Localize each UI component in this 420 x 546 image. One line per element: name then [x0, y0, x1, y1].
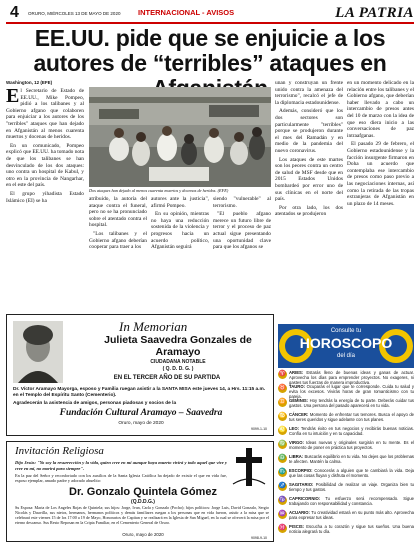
banner-top-text: Consulte tu: [330, 328, 362, 334]
article-headline: EE.UU. pide que se enjuicie a los autores de “terribles” ataques en: [33, 25, 387, 76]
horoscope-libra: ♎ LIBRA: Buscarás equilibrio en tu vida. No dejes que los problemas te afecten. Mantén la calma.: [278, 454, 414, 464]
article-photo: [89, 87, 271, 187]
religious-invitation-notice: [6, 441, 274, 542]
article-column-2: [89, 196, 147, 306]
aquarius-icon: ♒: [278, 511, 287, 517]
horoscope-scorpio: ♏ ESCORPIO: Conocerás a alguien que te cambiará la vida. Deja que las cosas fluyan y disfruta el momento.: [278, 468, 414, 478]
article-paragraph: Los ataques de este martes son los peores contra un centro de salud de MSF desde que en 2015 Estados Unidos bombardeó por error uno de sus clínicas en el norte del país.: [275, 156, 343, 203]
article-paragraph: En su opinión, mientras no haya una reducción sostenida de la violencia y progresos hacia un acuerdo político, Afganistán seguirá: [151, 211, 209, 251]
portrait-image: [13, 321, 63, 383]
article-paragraph: "Los talibanes y el Gobierno afgano deberían cooperar para traer a los: [89, 230, 147, 251]
invitation-ad-code: 9098-9-10: [251, 536, 267, 540]
memoriam-title: In Memorian: [119, 319, 188, 334]
horoscope-cancer: ♋ CÁNCER: Momento de enfrentar tus temores. Busca el apoyo de tus seres queridos y sigue adelante con tus planes.: [278, 412, 414, 422]
horoscope-pisces: ♓ PISCIS: Escucha a tu corazón y sigue tus sueños. Una buena noticia alegrará tu día.: [278, 524, 414, 534]
article-paragraph: El pasado 29 de febrero, el Gobierno estadounidense y la facción insurgente firmaron en Doha un acuerdo que contemplaba ese intercambio de presos como paso previo a las negociaciones internas, así como la retirada de las tropas extranjeras de Afganistán en un plazo de 14 meses.: [347, 141, 414, 207]
section-title: INTERNACIONAL - AVISOS: [138, 8, 235, 17]
article-column-1: [6, 88, 84, 306]
article-paragraph: siendo "vulnerable" al terrorismo.: [213, 196, 271, 209]
memoriam-rip: ( Q. D. D. G. ): [162, 366, 194, 372]
invitation-intro: En la paz del Señor y reconfortado con los auxilios de la Santa Iglesia Católica ha dejado de existir el que en vida fue, esposo ejemplar, amado padre y adorado abuelito:: [15, 473, 227, 484]
horoscope-leo: ♌ LEO: Tendrás éxito en tus negocios y recibirás buenas noticias. Confía en tu intuición y en tu capacidad.: [278, 426, 415, 436]
memoriam-body: Dr. Víctor Aramayo Mayorga, esposo y Familia ruegan asistir a la SANTA MISA este jueves 14, a Hrs. 11:15 a.m. en el Templo del Espíritu Santo (Cementerio).: [13, 387, 266, 398]
invitation-body: Su Esposa: Maria de Los Angeles Rojas de Quintela; sus hijos: Jorge, Ivan, Carla y Gonzalo (Pocho); hijos políticos: Jorge Luis, David Gonzalo, Sergio Nicolás y Dauvilla, sus nietos, hermanos, hermanos políticos y demás familiares ruegan a los personas que en vida fueron, asistir a la misa que se celebrará este viernes 15 de los 17:00 a 19 de Mayo, Honorarios de Capitan y se realizará en la Iglesia de San Miguel, en la cual se ofrecerá la misa por el eterno descanso. Sus Resto Reposan en la Cripta Familiar, en el Cementerio General de Oruro.: [15, 505, 269, 525]
horoscope-aquarius: ♒ ACUARIO: Tu creatividad estará en su punto más alto. Aprovecha para expresar tus ideas.: [278, 510, 414, 520]
article-paragraph: unan y construyan un frente unido contra la amenaza del terrorismo", recalcó el jefe de la diplomacia estadounidense.: [275, 80, 343, 106]
horoscope-virgo: ♍ VIRGO: Ideas nuevas y originales surgirán en tu mente. Es el momento de poner en práctica tus proyectos.: [278, 440, 414, 450]
deceased-name: Dr. Gonzalo Quintela Gómez: [69, 486, 217, 498]
horoscope-gemini: ♊ GÉMINIS: Hoy tendrás la energía de tu parte. Deberás cuidar tus gastos. Una persona del pasado aparecerá en tu vida.: [278, 398, 414, 408]
horoscope-aries: ♈ ARIES: Estarás lleno de buenas ideas y ganas de actuar. Aprovecha los días para emprender proyectos. No exageres, ni gastes tus fuerzas de manera improductiva.: [278, 370, 414, 385]
deceased-name: Julieta Saavedra Gonzales de Aramayo: [104, 334, 252, 358]
article-column-4: [213, 196, 271, 306]
virgo-icon: ♍: [278, 441, 287, 447]
horoscope-capricorn: ♑ CAPRICORNIO: Tu esfuerzo será recompensado. Sigue trabajando con responsabilidad y constancia.: [278, 496, 414, 506]
article-paragraph: atribuido, la autoría del ataque contra el funeral, pero no se ha pronunciado sobre el atentado contra el hospital.: [89, 196, 147, 229]
cross-icon: [231, 446, 267, 488]
horoscope-banner: [278, 324, 414, 368]
foundation-name: Fundación Cultural Aramayo – Saavedra: [59, 408, 223, 418]
aries-icon: ♈: [278, 371, 287, 377]
article-column-3: [151, 196, 209, 306]
article-paragraph: "El pueblo afgano merece un futuro libre de terror y el proceso de paz actual sigue presentando una oportunidad clave para que los afganos se: [213, 211, 271, 251]
memoriam-ad-code: 9099-1-10: [251, 427, 267, 431]
memoriam-place-date: Oruro, mayo de 2020: [118, 421, 164, 426]
in-memoriam-notice: [6, 314, 274, 436]
header-rule: [6, 22, 414, 24]
cancer-icon: ♋: [278, 413, 287, 419]
invitation-quote: Dijo Jesús: "Yo soy la resurrección y la vida, quien cree en mí aunque haya muerto vivirá y todo aquel que vive y cree en mí, no morirá para siempre".: [15, 460, 227, 471]
pisces-icon: ♓: [278, 525, 287, 531]
scorpio-icon: ♏: [278, 469, 287, 475]
article-paragraph: Además, consideró que los dos sectores son particularmente "terribles" porque se produjeron durante el mes del Ramadán y en medio de la pandemia del nuevo coronavirus.: [275, 108, 343, 154]
funeral-scene-image: [89, 87, 271, 187]
article-column-6: [347, 80, 414, 320]
horoscope-taurus: ♉ TAURO: Ocuparás el lugar que te corresponde. Cuida tu salud y evita los excesos. Vivirás horas de gran romanticismo con tu pareja.: [278, 384, 414, 399]
page-number: 4: [10, 4, 19, 21]
banner-sub-text: del día: [336, 353, 355, 359]
capricorn-icon: ♑: [278, 497, 287, 503]
article-paragraph: Por otra lado, los dos atentados se produjeron: [275, 204, 343, 218]
memoriam-thanks: Agradecerán la asistencia de amigos, personas piadosas y socios de la: [13, 401, 177, 406]
memoriam-subtitle: CIUDADANA NOTABLE: [150, 359, 206, 365]
sagittarius-icon: ♐: [278, 483, 287, 489]
memoriam-event: EN EL TERCER AÑO DE SU PARTIDA: [113, 375, 221, 381]
article-paragraph: El grupo yihadista Estado Islámico (EI) se ha: [6, 190, 84, 204]
horoscope-sagittarius: ♐ SAGITARIO: Posibilidad de realizar un viaje. Organiza bien tu tiempo y tus gastos.: [278, 482, 414, 492]
libra-icon: ♎: [278, 455, 287, 461]
article-paragraph: en un momento delicado en la relación entre los talibanes y el Gobierno afgano, que deberían haber llevado a cabo un intercambio de presos antes del 10 de marzo con la idea de que eso diera inicio a las conversaciones de paz intraafganas.: [347, 80, 414, 139]
article-paragraph: autores ante la justicia", afirmó Pompeo.: [151, 196, 209, 209]
article-dateline: Washington, 12 (EFE): [6, 80, 53, 85]
invitation-title: Invitación Religiosa: [15, 445, 104, 457]
gemini-icon: ♊: [278, 399, 287, 405]
portrait-photo: [13, 321, 63, 383]
article-column-5: [275, 80, 343, 306]
photo-caption: Dos ataques han dejado al menos cuarenta muertos y docenas de heridos. (EFE): [89, 188, 229, 193]
issue-date: ORURO, MIÉRCOLES 13 DE MAYO DE 2020: [28, 11, 121, 16]
leo-icon: ♌: [278, 427, 287, 433]
newspaper-masthead: LA PATRIA: [335, 5, 414, 21]
banner-main-text: HOROSCOPO: [299, 335, 393, 351]
article-paragraph: l Secretario de Estado de EE.UU., Mike Pompeo, pidió a los talibanes y al Gobierno afgano que colaboren para enjuiciar a los autores de los "terribles" ataques que han dejado en Afganistán al menos cuarenta muertos y docenas de heridos.: [6, 88, 84, 141]
drop-cap: E: [6, 88, 20, 107]
taurus-icon: ♉: [278, 385, 287, 391]
invitation-place-date: Oruro, mayo de 2020: [122, 532, 164, 537]
invitation-rip: (Q.D.D.G.): [131, 499, 155, 505]
article-paragraph: En un comunicado, Pompeo explicó que EE.UU. ha tomado nota de que los talibanes se han desvinculado de los dos ataques: uno contra un hospital de Kabul, y otro en la provincia de Nangarhar, en el este del país.: [6, 142, 84, 189]
